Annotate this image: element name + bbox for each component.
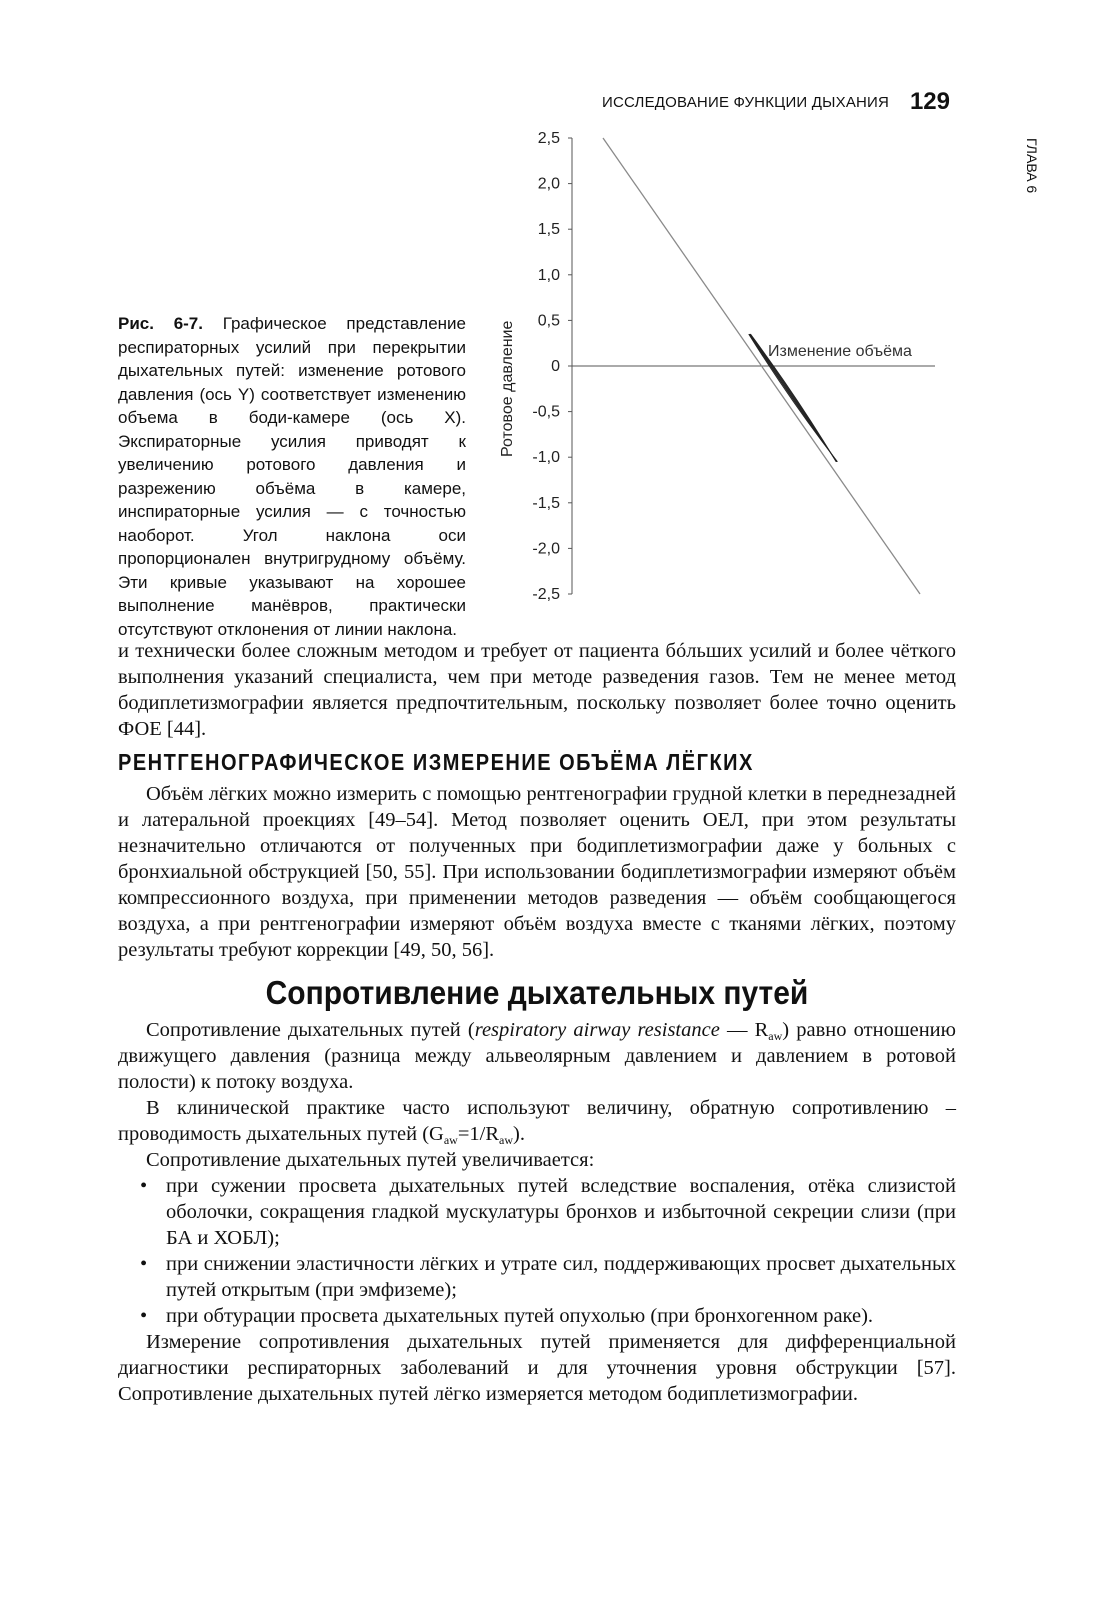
y-tick-label: 0 <box>551 358 560 375</box>
paragraph-measurement: Измерение сопротивления дыхательных путей применяется для дифференциальной диагностики респираторных заболеваний и для уточнения уровня обструкции [57]. Сопротивление дыхательных путей лёгко измеряется методом бодиплетизмографии. <box>118 1331 956 1405</box>
y-axis-ticks <box>532 130 572 603</box>
paragraph-continued: и технически более сложным методом и требует от пациента бóльших усилий и более чёткого выполнения указаний специалиста, чем при методе разведения газов. Тем не менее метод бодиплетизмографии является предпочтительным, поскольку позволяет более точно оценить ФОЕ [44]. <box>118 640 956 740</box>
bullet-list <box>118 1173 956 1329</box>
figure-caption-text: Графическое представление респираторных усилий при перекрытии дыхательных путей: изменение ротового давления (ось Y) соответствует изменению объема в боди-камере (ось X). Экспираторные усилия приводят к увеличению ротового давления и разрежению объёма в камере, инспираторные усилия — с точностью наоборот. Угол наклона оси пропорционален внутригрудному объёму. Эти кривые указывают на хорошее выполнение манёвров, практически отсутствуют отклонения от линии наклона. <box>118 314 466 639</box>
y-tick-label: -0,5 <box>532 403 560 421</box>
y-tick-label: -1,5 <box>532 494 560 512</box>
figure-chart <box>490 126 960 616</box>
y-tick-label: 1,0 <box>537 266 560 284</box>
list-item: • при сужении просвета дыхательных путей вследствие воспаления, отёка слизистой оболочки, сокращения гладкой мускулатуры бронхов и избыточной секреции слизи (при БА и ХОБЛ); <box>118 1173 956 1251</box>
section-heading-xray: РЕНТГЕНОГРАФИЧЕСКОЕ ИЗМЕРЕНИЕ ОБЪЁМА ЛЁГКИХ <box>118 750 754 776</box>
list-item: • при снижении эластичности лёгких и утрате сил, поддерживающих просвет дыхательных путей открытым (при эмфиземе); <box>118 1251 956 1303</box>
y-tick-label: 2,5 <box>537 130 560 147</box>
running-title: ИССЛЕДОВАНИЕ ФУНКЦИИ ДЫХАНИЯ <box>602 94 890 111</box>
list-item: • при обтурации просвета дыхательных путей опухолью (при бронхогенном раке). <box>118 1303 956 1329</box>
figure-caption <box>118 312 466 641</box>
subscript: aw <box>499 1133 514 1147</box>
y-tick-label: -2,0 <box>532 540 560 558</box>
subscript: aw <box>768 1029 783 1043</box>
y-tick-label: 0,5 <box>537 312 560 330</box>
text-run: ) равно отношению движущего давления (разница между альвеолярным давлением и давлением в ротовой полости) к потоку воздуха. <box>118 1019 956 1093</box>
x-axis-label: Изменение объёма <box>768 343 912 360</box>
chapter-tab <box>1022 138 1042 238</box>
paragraph-xray: Объём лёгких можно измерить с помощью рентгенографии грудной клетки в переднезадней и латеральной проекциях [49–54]. Метод позволяет оценить ОЕЛ, при этом результаты незначительно отличаются от полученных при бодиплетизмографии даже у больных с бронхиальной обструкцией [50, 55]. При использовании бодиплетизмографии измеряют объём компрессионного воздуха, при применении методов разведения — объём сообщающегося воздуха, а при рентгенографии измеряют объём воздуха вместе с тканями лёгких, поэтому результаты требуют коррекции [49, 50, 56]. <box>118 783 956 961</box>
y-tick-label: 1,5 <box>537 221 560 239</box>
page-header <box>540 88 950 118</box>
text-run: Сопротивление дыхательных путей ( <box>146 1019 475 1041</box>
y-tick-label: -2,5 <box>532 586 560 603</box>
body-text <box>118 638 956 1407</box>
text-run: ). <box>513 1123 525 1145</box>
paragraph-conductance <box>118 1095 956 1147</box>
y-tick-label: 2,0 <box>537 175 560 193</box>
paragraph-increase-intro: Сопротивление дыхательных путей увеличивается: <box>146 1149 595 1171</box>
chapter-tab-label: ГЛАВА 6 <box>1024 138 1040 194</box>
term-italic: respiratory airway resistance <box>474 1019 720 1041</box>
text-run: В клинической практике часто используют величину, обратную сопротивлению – проводимость дыхательных путей (G <box>118 1097 956 1145</box>
figure-caption-label: Рис. 6-7. <box>118 314 203 333</box>
section-heading-resistance: Сопротивление дыхательных путей <box>265 975 809 1012</box>
page-number: 129 <box>909 88 950 115</box>
text-run: — R <box>719 1019 769 1041</box>
subscript: aw <box>443 1133 458 1147</box>
text-run: =1/R <box>457 1123 500 1145</box>
y-axis-label: Ротовое давление <box>499 320 516 458</box>
paragraph-resistance-definition <box>118 1017 956 1095</box>
y-tick-label: -1,0 <box>532 449 560 467</box>
